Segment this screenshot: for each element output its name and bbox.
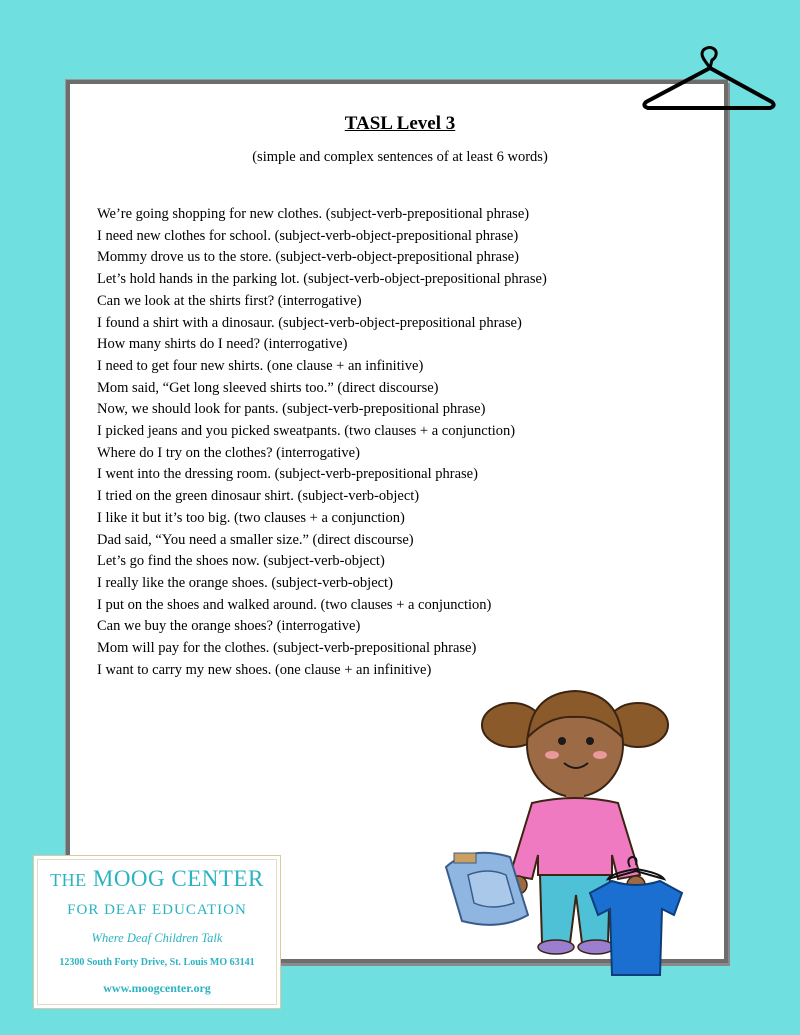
sentence-item: I put on the shoes and walked around. (two clauses + a conjunction) <box>97 596 492 613</box>
sentence-item: I went into the dressing room. (subject-verb-prepositional phrase) <box>97 466 478 483</box>
logo-name <box>34 866 280 892</box>
sentence-item: I need to get four new shirts. (one clause + an infinitive) <box>97 357 424 374</box>
logo-address: 12300 South Forty Drive, St. Louis MO 63141 <box>59 957 255 968</box>
sentence-item: I found a shirt with a dinosaur. (subject-verb-object-prepositional phrase) <box>97 314 522 331</box>
sentence-item: Dad said, “You need a smaller size.” (direct discourse) <box>97 531 414 548</box>
sentence-item: Mom will pay for the clothes. (subject-verb-prepositional phrase) <box>97 640 477 657</box>
sentence-item: I really like the orange shoes. (subject-verb-object) <box>97 574 393 591</box>
hanger-icon <box>640 46 780 116</box>
sentence-item: Can we buy the orange shoes? (interrogative) <box>97 618 361 635</box>
sentence-item: Let’s go find the shoes now. (subject-verb-object) <box>97 553 385 570</box>
page-title: TASL Level 3 <box>344 113 456 134</box>
sentence-item: Mommy drove us to the store. (subject-verb-object-prepositional phrase) <box>97 249 519 266</box>
sentence-item: We’re going shopping for new clothes. (subject-verb-prepositional phrase) <box>97 206 530 222</box>
logo-tagline: Where Deaf Children Talk <box>91 931 223 945</box>
sentence-item: I need new clothes for school. (subject-verb-object-prepositional phrase) <box>97 227 519 244</box>
sentence-item: Mom said, “Get long sleeved shirts too.” (direct discourse) <box>97 379 439 396</box>
sentence-item: Now, we should look for pants. (subject-verb-prepositional phrase) <box>97 401 486 418</box>
girl-shopping-illustration <box>440 675 700 985</box>
sentence-item: Let’s hold hands in the parking lot. (subject-verb-object-prepositional phrase) <box>97 271 547 288</box>
logo-center-name: MOOG CENTER <box>92 866 264 891</box>
sentence-item: How many shirts do I need? (interrogative) <box>97 336 348 353</box>
sentence-item: I want to carry my new shoes. (one clause + an infinitive) <box>97 661 432 678</box>
moog-center-logo <box>33 855 281 1009</box>
page-subtitle: (simple and complex sentences of at least 6 words) <box>252 149 548 165</box>
sentence-item: I picked jeans and you picked sweatpants. (two clauses + a conjunction) <box>97 423 516 440</box>
sentence-item: I tried on the green dinosaur shirt. (subject-verb-object) <box>97 488 420 505</box>
logo-subname: FOR DEAF EDUCATION <box>67 902 247 918</box>
sentence-item: Where do I try on the clothes? (interrogative) <box>97 444 360 461</box>
sentence-item: I like it but it’s too big. (two clauses + a conjunction) <box>97 509 405 526</box>
logo-website: www.moogcenter.org <box>103 981 211 995</box>
logo-the: THE <box>50 870 87 890</box>
sentence-list <box>97 204 697 681</box>
sentence-item: Can we look at the shirts first? (interrogative) <box>97 292 362 309</box>
